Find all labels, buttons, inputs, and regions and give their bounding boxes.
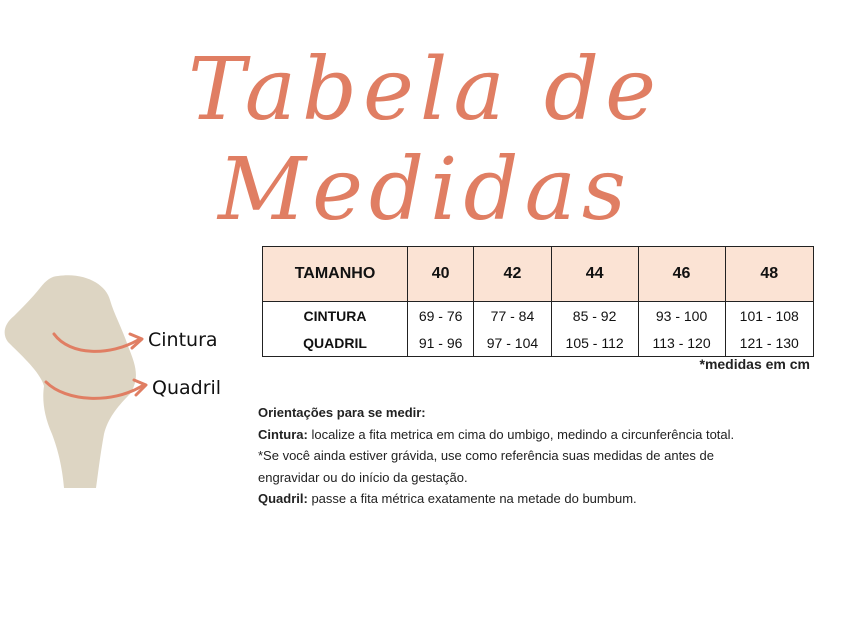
hip-label: Quadril (152, 377, 222, 399)
waist-label: Cintura (148, 329, 218, 351)
table-cell: 97 - 104 (474, 329, 551, 357)
table-cell: 113 - 120 (638, 329, 725, 357)
table-cell: 93 - 100 (638, 302, 725, 330)
table-header-row (263, 247, 814, 302)
waist-term: Cintura: (258, 426, 308, 442)
units-note: *medidas em cm (699, 356, 810, 372)
header-size-46: 46 (638, 247, 725, 302)
header-size-label: TAMANHO (263, 247, 408, 302)
header-size-42: 42 (474, 247, 551, 302)
table-cell: 85 - 92 (551, 302, 638, 330)
table-cell: 91 - 96 (408, 329, 474, 357)
instructions-heading: Orientações para se medir: (258, 405, 426, 420)
table-row-waist (263, 302, 814, 330)
pregnant-note-line-2: engravidar ou do início da gestação. (258, 469, 468, 485)
row-label-waist: CINTURA (263, 302, 408, 330)
table-row-hip (263, 329, 814, 357)
pregnant-note-line-1: *Se você ainda estiver grávida, use como referência suas medidas de antes de (258, 448, 714, 463)
page-title: Tabela de Medidas (188, 40, 662, 240)
table-cell: 105 - 112 (551, 329, 638, 357)
row-label-hip: QUADRIL (263, 329, 408, 357)
header-size-48: 48 (725, 247, 813, 302)
body-figure (0, 270, 240, 490)
table-cell: 121 - 130 (725, 329, 813, 357)
waist-instruction: localize a fita metrica em cima do umbigo, medindo a circunferência total. (307, 426, 735, 442)
hip-instruction: passe a fita métrica exatamente na metade do bumbum. (307, 491, 637, 506)
table-cell: 77 - 84 (474, 302, 551, 330)
table-cell: 101 - 108 (725, 302, 813, 330)
measuring-instructions (258, 402, 838, 510)
header-size-44: 44 (551, 247, 638, 302)
silhouette-shape (5, 275, 136, 488)
hip-term: Quadril: (258, 491, 308, 506)
header-size-40: 40 (408, 247, 474, 302)
size-table (262, 246, 814, 357)
table-cell: 69 - 76 (408, 302, 474, 330)
